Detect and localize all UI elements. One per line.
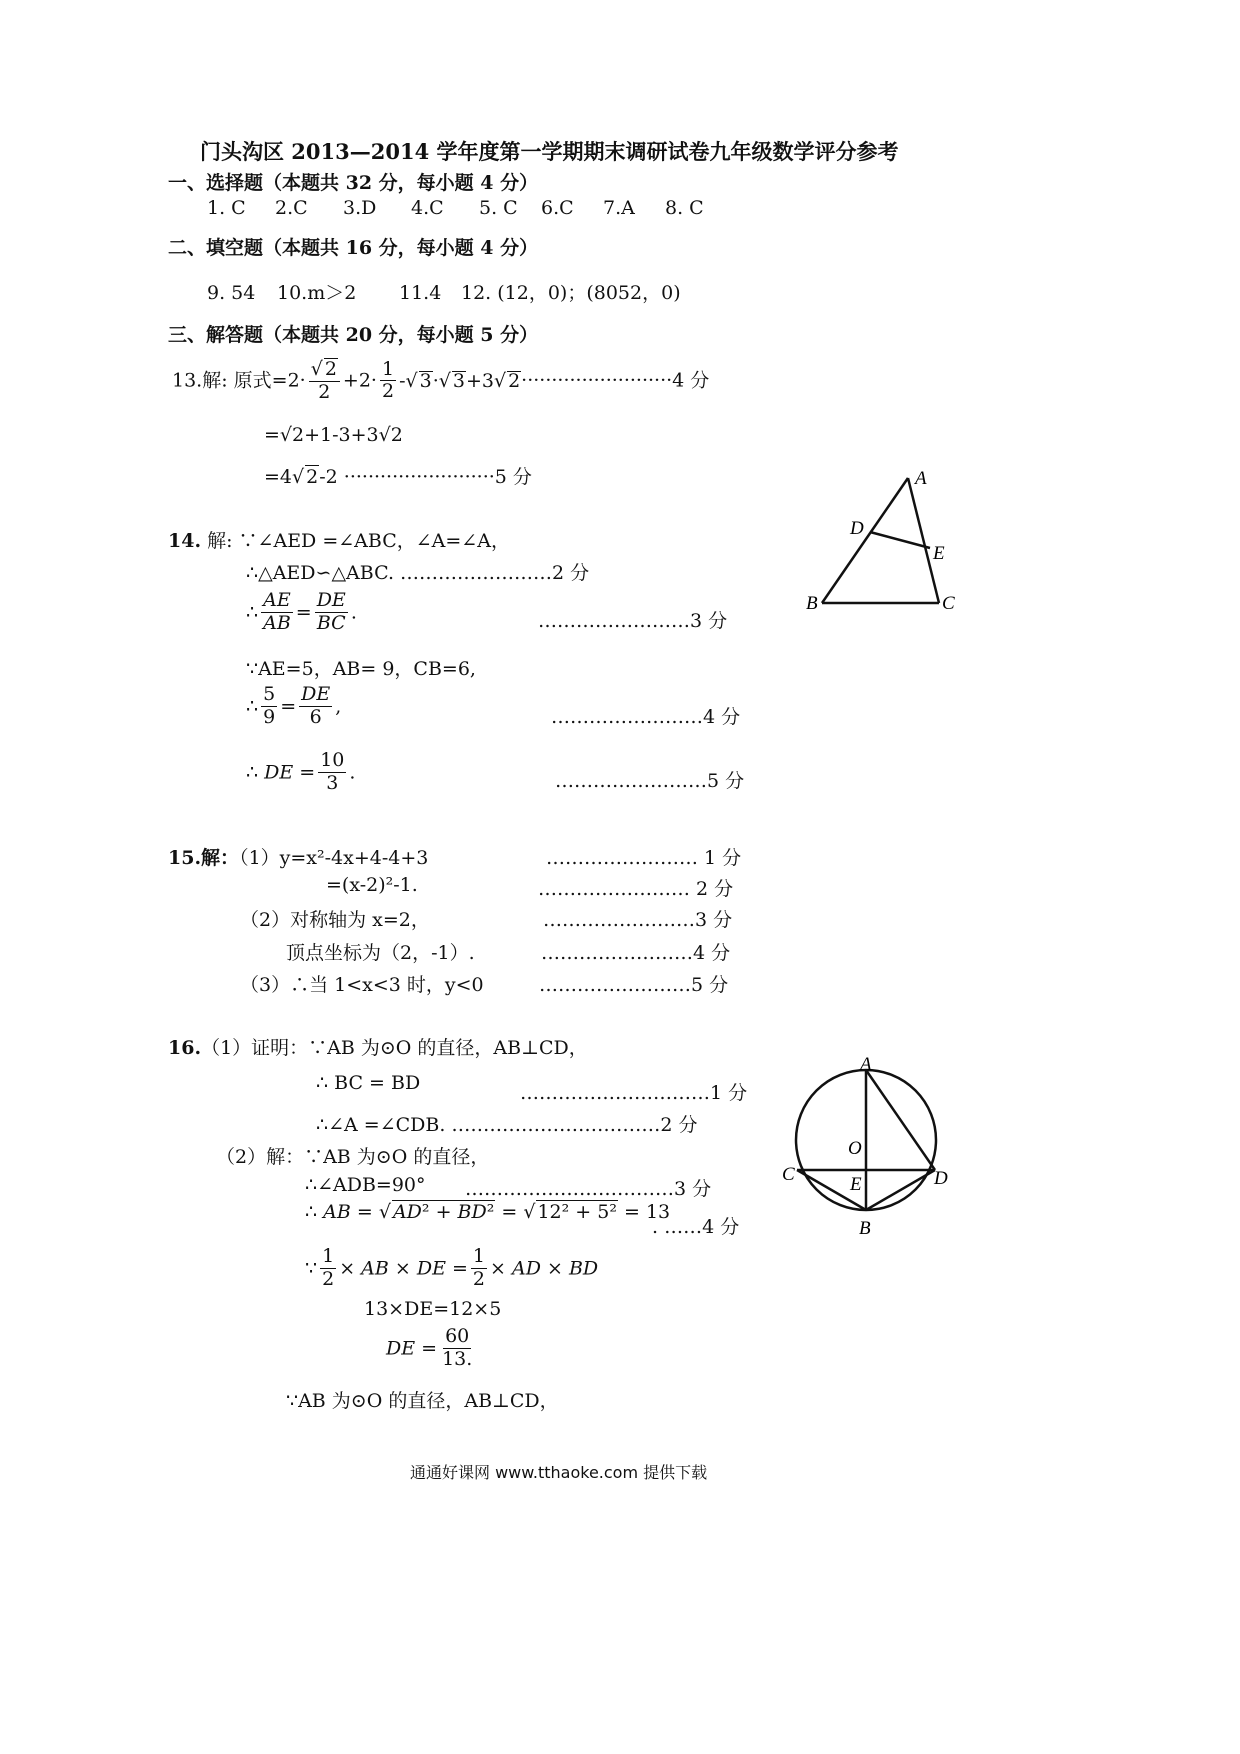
label-b: B [859,1218,871,1239]
q16-line2: ∴ BC = BD [316,1072,421,1094]
q14-line2 [246,558,589,585]
q15-line2-score: …………………… 2 分 [538,878,734,900]
mc-answer: 7.A [603,197,635,219]
q15-line5: （3）∴当 1<x<3 时，y<0 [240,974,484,996]
q14-line6: ∴ DE = $\frac{10}{3}$ . [246,749,356,794]
circle-diagram [776,1056,966,1246]
q14-line4: ∵AE=5，AB= 9，CB=6, [246,658,476,680]
q14-line2-score: ……………………2 分 [400,562,590,584]
q15-line2: =(x-2)²-1. [326,874,418,896]
q15-line4: 顶点坐标为（2，-1）. [286,942,475,964]
q16-line1 [168,1033,588,1060]
side-ab [822,478,908,603]
q16-line6: ∴ AB = √ AD² + BD² = √ 12² + 5² = 13 [305,1201,671,1223]
mc-answer: 3.D [343,197,377,219]
footer-text: 通通好课网 www.tthaoke.com 提供下载 [410,1463,708,1482]
label-d: D [850,518,864,539]
q16-line1-text: （1）证明：∵AB 为⊙O 的直径，AB⊥CD， [201,1037,588,1059]
q16-line9: DE = $\frac{60}{13.}$ [386,1325,473,1370]
mc-answer: 1. C [207,197,246,219]
section1-heading: 一、选择题（本题共 32 分，每小题 4 分） [168,172,539,194]
section2-heading: 二、填空题（本题共 16 分，每小题 4 分） [168,237,539,259]
mc-answer: 2.C [275,197,308,219]
chord-db [866,1170,935,1210]
q16-label: 16. [168,1037,202,1059]
q14-line5-score: ……………………4 分 [551,706,741,728]
q13-line2: =√2+1-3+3√2 [264,424,403,446]
q16-line6-score: . ……4 分 [652,1216,740,1238]
q15-line1 [168,843,428,870]
q14-label: 14. [168,530,202,552]
q16-line2-score: …………………………1 分 [520,1082,748,1104]
label-a: A [915,468,927,489]
mc-answer: 5. C [479,197,518,219]
label-c: C [942,593,955,614]
fill-answers [207,278,681,305]
q13-label: 13.解: 原式= [172,369,288,392]
fill-answer: 11.4 [399,282,442,304]
q16-line5-score: ……………………………3 分 [465,1178,712,1200]
q16-line3: ∴∠A =∠CDB. ……………………………2 分 [316,1114,698,1136]
q16-line8: 13×DE=12×5 [364,1298,502,1320]
mc-answer: 8. C [665,197,704,219]
q13-line1: 13.解: 原式=2· $\frac{√ 2}{2}$ +2· $\frac{1}{2}$ -√ 3·√ 3+3√ 2·························4 分 [172,357,710,403]
q14-line3-score: ……………………3 分 [538,610,728,632]
q14-line5: ∴ $\frac{5}{9}$ = $\frac{DE}{6}$ , [246,683,342,728]
q16-line7: ∵ $\frac{1}{2}$ × AB × DE = $\frac{1}{2}$ × AD × BD [305,1245,599,1290]
q15-line1-text: （1）y=x²-4x+4-4+3 [239,847,429,869]
chord-ad [866,1070,935,1170]
q15-line3-score: ……………………3 分 [543,909,733,931]
q16-line10: ∵AB 为⊙O 的直径，AB⊥CD， [286,1390,559,1412]
label-c: C [782,1164,795,1185]
q14-line6-score: ……………………5 分 [555,770,745,792]
triangle-diagram [800,462,970,622]
q14-line1-text: 解: ∵∠AED =∠ABC，∠A=∠A， [207,530,510,552]
section3-heading: 三、解答题（本题共 20 分，每小题 5 分） [168,324,539,346]
label-e: E [850,1174,862,1195]
q16-line4: （2）解：∵AB 为⊙O 的直径， [216,1146,490,1168]
q14-line3: ∴ $\frac{AE}{AB}$ = $\frac{DE}{BC}$ . [246,589,357,634]
mc-answer: 6.C [541,197,574,219]
q14-line2-text: ∴△AED∽△ABC. [246,562,394,584]
q15-label: 15.解： [168,847,240,869]
q13-line3-score: 5 分 [494,466,532,488]
label-b: B [806,593,818,614]
fill-answer: 9. 54 [207,282,256,304]
fill-answer: 10.m＞2 [277,282,357,304]
q15-line3: （2）对称轴为 x=2， [240,909,430,931]
fill-answer: 12. (12，0)；(8052，0) [461,282,681,304]
mc-answers [207,197,704,219]
q14-line1 [168,526,510,553]
label-a: A [860,1056,872,1075]
mc-answer: 4.C [411,197,444,219]
label-e: E [933,543,945,564]
label-o: O [848,1138,862,1159]
label-d: D [934,1168,948,1189]
q16-line5: ∴∠ADB=90° [305,1174,426,1196]
q13-line3: =4√ 2-2 ·························5 分 [264,466,532,488]
q15-line4-score: ……………………4 分 [541,942,731,964]
q13-line1-score: 4 分 [672,369,710,392]
page-title: 门头沟区 2013—2014 学年度第一学期期末调研试卷九年级数学评分参考 [200,139,899,164]
side-ac [908,478,939,603]
q15-line5-score: ……………………5 分 [539,974,729,996]
q15-line1-score: …………………… 1 分 [546,847,742,869]
